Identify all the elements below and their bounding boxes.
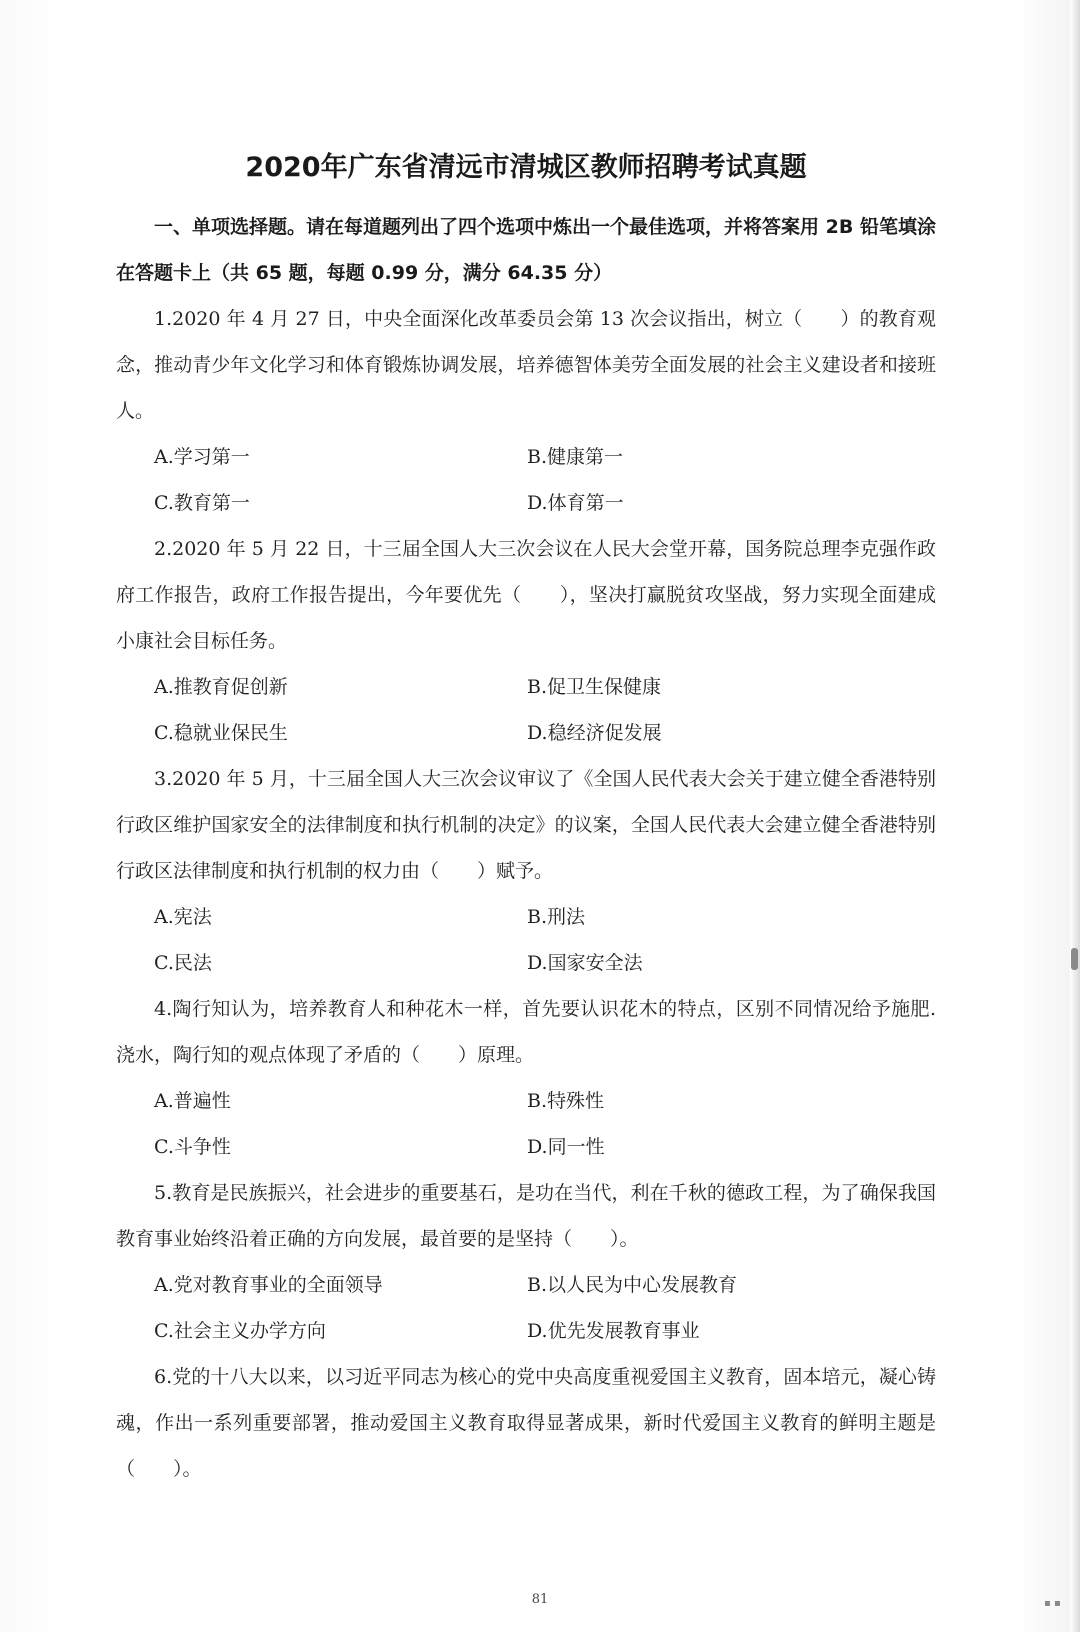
option-c: C.教育第一 (154, 492, 250, 514)
section-header: 一、单项选择题。请在每道题列出了四个选项中炼出一个最佳选项，并将答案用 2B 铅笔填涂在答题卡上（共 65 题，每题 0.99 分，满分 64.35 分） (116, 216, 936, 284)
option-a: A.普遍性 (154, 1090, 231, 1112)
page-number: 81 (531, 1592, 549, 1607)
option-a: A.学习第一 (154, 446, 250, 468)
question-text: 3.2020 年 5 月，十三届全国人大三次会议审议了《全国人民代表大会关于建立健全香港特别行政区维护国家安全的法律制度和执行机制的决定》的议案，全国人民代表大会建立健全香港特别行政区法律制度和执行机制的权力由（ ）赋予。 (116, 768, 936, 882)
option-b: B.健康第一 (527, 446, 624, 468)
option-grid (154, 434, 936, 526)
scroll-indicator[interactable] (1071, 948, 1078, 970)
option-d: D.国家安全法 (527, 952, 643, 974)
question-block (116, 986, 936, 1170)
option-c: C.斗争性 (154, 1136, 231, 1158)
option-b: B.以人民为中心发展教育 (527, 1274, 738, 1296)
option-d: D.优先发展教育事业 (527, 1320, 700, 1342)
document-content (116, 150, 936, 1492)
option-grid (154, 1262, 936, 1354)
question-block (116, 296, 936, 526)
option-grid (154, 894, 936, 986)
question-block (116, 526, 936, 756)
option-grid (154, 1078, 936, 1170)
option-d: D.体育第一 (527, 492, 624, 514)
option-b: B.特殊性 (527, 1090, 605, 1112)
option-grid (154, 664, 936, 756)
corner-scan-mark: ▪ ▪ (1044, 1598, 1061, 1609)
question-text: 6.党的十八大以来，以习近平同志为核心的党中央高度重视爱国主义教育，固本培元，凝心铸魂，作出一系列重要部署，推动爱国主义教育取得显著成果，新时代爱国主义教育的鲜明主题是（ ）。 (116, 1366, 936, 1480)
option-a: A.党对教育事业的全面领导 (154, 1274, 383, 1296)
option-c: C.民法 (154, 952, 212, 974)
option-b: B.刑法 (527, 906, 586, 928)
option-c: C.社会主义办学方向 (154, 1320, 326, 1342)
option-a: A.宪法 (154, 906, 212, 928)
question-text: 4.陶行知认为，培养教育人和种花木一样，首先要认识花木的特点，区别不同情况给予施肥.浇水，陶行知的观点体现了矛盾的（ ）原理。 (116, 998, 936, 1066)
question-block (116, 1170, 936, 1354)
option-d: D.同一性 (527, 1136, 605, 1158)
option-a: A.推教育促创新 (154, 676, 288, 698)
question-text: 2.2020 年 5 月 22 日，十三届全国人大三次会议在人民大会堂开幕，国务院总理李克强作政府工作报告，政府工作报告提出，今年要优先（ ），坚决打赢脱贫攻坚战，努力实现全面建成小康社会目标任务。 (116, 538, 936, 652)
option-c: C.稳就业保民生 (154, 722, 288, 744)
question-block (116, 756, 936, 986)
question-block (116, 1354, 936, 1492)
question-text: 5.教育是民族振兴，社会进步的重要基石，是功在当代，利在千秋的德政工程，为了确保我国教育事业始终沿着正确的方向发展，最首要的是坚持（ ）。 (116, 1182, 936, 1250)
page-edge-shadow (1070, 0, 1080, 1632)
document-title: 2020年广东省清远市清城区教师招聘考试真题 (245, 152, 807, 183)
question-text: 1.2020 年 4 月 27 日，中央全面深化改革委员会第 13 次会议指出，树立（ ）的教育观念，推动青少年文化学习和体育锻炼协调发展，培养德智体美劳全面发展的社会主义建设者和接班人。 (116, 308, 936, 422)
option-d: D.稳经济促发展 (527, 722, 662, 744)
option-b: B.促卫生保健康 (527, 676, 662, 698)
